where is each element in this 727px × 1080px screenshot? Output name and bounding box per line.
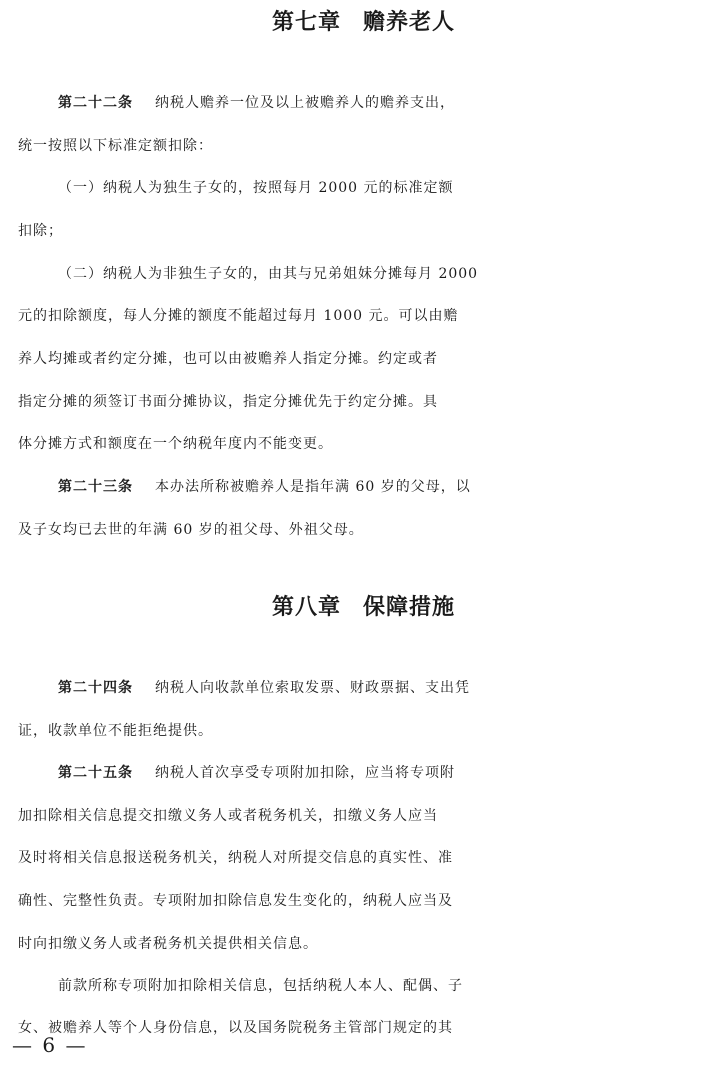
article-23-text-1: 本办法所称被赡养人是指年满 60 岁的父母，以: [155, 479, 471, 495]
chapter-8-heading: [0, 593, 727, 623]
article-25-line-7: 女、被赡养人等个人身份信息，以及国务院税务主管部门规定的其: [18, 1020, 453, 1036]
article-25-line-2: 加扣除相关信息提交扣缴义务人或者税务机关，扣缴义务人应当: [18, 808, 438, 824]
chapter-7-heading: [0, 8, 727, 38]
article-22-line-2: 统一按照以下标准定额扣除：: [18, 138, 213, 154]
page-number: — 6 —: [12, 1033, 88, 1057]
article-22-line-5: （二）纳税人为非独生子女的，由其与兄弟姐妹分摊每月 2000: [58, 266, 479, 282]
article-22-line-1: [0, 88, 727, 118]
article-22-text-1: 纳税人赡养一位及以上被赡养人的赡养支出，: [155, 95, 455, 111]
article-25-line-1: [0, 758, 727, 788]
article-25-line-5: 时向扣缴义务人或者税务机关提供相关信息。: [18, 936, 318, 952]
chapter-8-title: 保障措施: [363, 595, 456, 620]
article-22-line-8: 指定分摊的须签订书面分摊协议，指定分摊优先于约定分摊。具: [18, 394, 438, 410]
chapter-7-number: 第七章: [271, 10, 341, 35]
article-22-label: 第二十二条: [58, 95, 133, 111]
article-22-line-4: 扣除；: [18, 223, 63, 239]
article-23-line-2: 及子女均已去世的年满 60 岁的祖父母、外祖父母。: [18, 522, 364, 538]
article-23-line-1: [0, 472, 727, 502]
article-25-line-6: 前款所称专项附加扣除相关信息，包括纳税人本人、配偶、子: [58, 978, 463, 994]
article-22-line-9: 体分摊方式和额度在一个纳税年度内不能变更。: [18, 436, 333, 452]
article-24-label: 第二十四条: [58, 680, 133, 696]
article-23-label: 第二十三条: [58, 479, 133, 495]
article-24-line-2: 证，收款单位不能拒绝提供。: [18, 723, 213, 739]
article-25-line-4: 确性、完整性负责。专项附加扣除信息发生变化的，纳税人应当及: [18, 893, 453, 909]
article-25-text-1: 纳税人首次享受专项附加扣除，应当将专项附: [155, 765, 455, 781]
article-22-line-3: （一）纳税人为独生子女的，按照每月 2000 元的标准定额: [58, 180, 454, 196]
article-24-line-1: [0, 673, 727, 703]
article-22-line-7: 养人均摊或者约定分摊，也可以由被赡养人指定分摊。约定或者: [18, 351, 438, 367]
chapter-8-number: 第八章: [271, 595, 341, 620]
article-25-line-3: 及时将相关信息报送税务机关，纳税人对所提交信息的真实性、准: [18, 850, 453, 866]
article-25-label: 第二十五条: [58, 765, 133, 781]
article-24-text-1: 纳税人向收款单位索取发票、财政票据、支出凭: [155, 680, 470, 696]
chapter-7-title: 赡养老人: [363, 10, 456, 35]
article-22-line-6: 元的扣除额度，每人分摊的额度不能超过每月 1000 元。可以由赡: [18, 308, 459, 324]
